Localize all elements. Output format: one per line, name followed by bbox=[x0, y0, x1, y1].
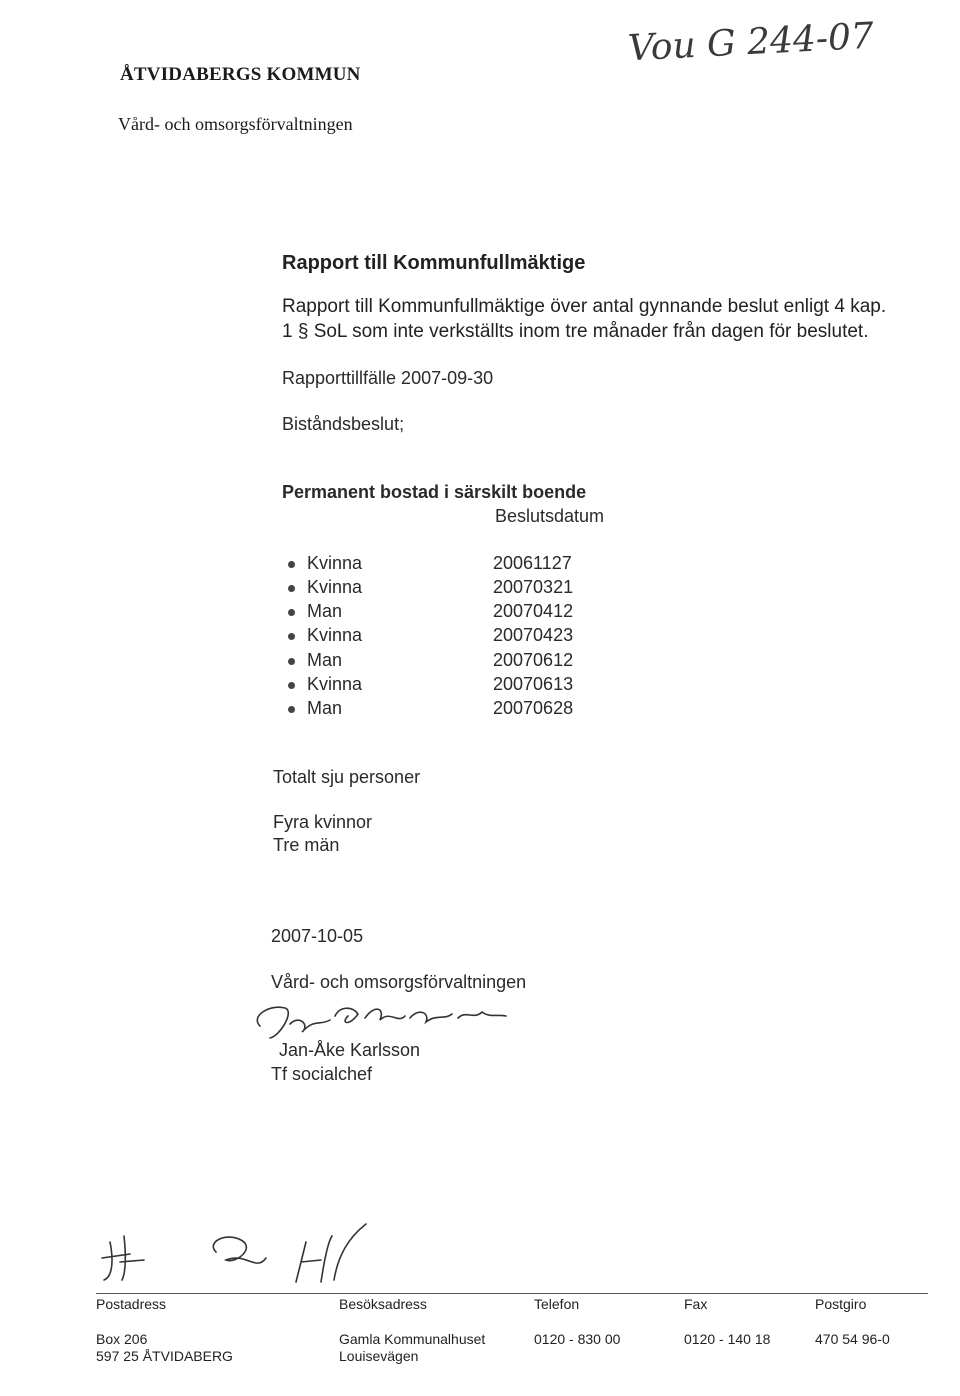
bullet bbox=[288, 633, 295, 640]
organization-name: ÅTVIDABERGS KOMMUN bbox=[120, 64, 361, 85]
report-title: Rapport till Kommunfullmäktige bbox=[282, 252, 586, 274]
signature-department: Vård- och omsorgsförvaltningen bbox=[271, 972, 527, 992]
decision-date: 20070612 bbox=[493, 650, 574, 670]
report-date: Rapporttillfälle 2007-09-30 bbox=[282, 368, 494, 388]
handwritten-initials bbox=[96, 1222, 396, 1294]
bullet bbox=[288, 658, 295, 665]
signature-date: 2007-10-05 bbox=[271, 926, 364, 946]
intro-line-1: Rapport till Kommunfullmäktige över antal gynnande beslut enligt 4 kap. bbox=[282, 296, 887, 317]
bullet bbox=[288, 609, 295, 616]
gender: Kvinna bbox=[307, 625, 363, 645]
besoksadress-line-1: Gamla Kommunalhuset bbox=[339, 1331, 486, 1347]
women-count: Fyra kvinnor bbox=[273, 812, 373, 832]
gender: Man bbox=[307, 650, 343, 670]
decision-date: 20070423 bbox=[493, 625, 574, 645]
bullet bbox=[288, 706, 295, 713]
telefon-number: 0120 - 830 00 bbox=[534, 1331, 621, 1347]
men-count: Tre män bbox=[273, 835, 340, 855]
footer-divider bbox=[96, 1293, 928, 1294]
postadress-line-2: 597 25 ÅTVIDABERG bbox=[96, 1348, 233, 1364]
bullet bbox=[288, 585, 295, 592]
decision-date: 20070321 bbox=[493, 577, 574, 597]
column-header-date: Beslutsdatum bbox=[495, 506, 605, 526]
fax-label: Fax bbox=[684, 1296, 708, 1312]
intro-line-2: 1 § SoL som inte verkställts inom tre månader från dagen för beslutet. bbox=[282, 321, 869, 342]
decision-date: 20070613 bbox=[493, 674, 574, 694]
postadress-line-1: Box 206 bbox=[96, 1331, 148, 1347]
decision-date: 20070412 bbox=[493, 601, 574, 621]
gender: Kvinna bbox=[307, 674, 363, 694]
section-title: Permanent bostad i särskilt boende bbox=[282, 482, 587, 502]
handwritten-reference: Vou G 244-07 bbox=[627, 15, 875, 70]
handwritten-signature bbox=[240, 996, 530, 1046]
gender: Man bbox=[307, 601, 343, 621]
postgiro-number: 470 54 96-0 bbox=[815, 1331, 890, 1347]
signatory-name: Jan-Åke Karlsson bbox=[279, 1040, 421, 1060]
fax-number: 0120 - 140 18 bbox=[684, 1331, 771, 1347]
department-name: Vård- och omsorgsförvaltningen bbox=[118, 114, 353, 134]
postgiro-label: Postgiro bbox=[815, 1296, 867, 1312]
bullet bbox=[288, 682, 295, 689]
total-count: Totalt sju personer bbox=[273, 767, 421, 787]
telefon-label: Telefon bbox=[534, 1296, 580, 1312]
postadress-label: Postadress bbox=[96, 1296, 167, 1312]
decision-date: 20061127 bbox=[493, 553, 572, 573]
decision-date: 20070628 bbox=[493, 698, 574, 718]
gender: Man bbox=[307, 698, 343, 718]
bistand-label: Biståndsbeslut; bbox=[282, 414, 405, 434]
bullet bbox=[288, 561, 295, 568]
gender: Kvinna bbox=[307, 577, 363, 597]
besoksadress-label: Besöksadress bbox=[339, 1296, 427, 1312]
besoksadress-line-2: Louisevägen bbox=[339, 1348, 419, 1364]
signatory-role: Tf socialchef bbox=[271, 1064, 373, 1084]
gender: Kvinna bbox=[307, 553, 363, 573]
